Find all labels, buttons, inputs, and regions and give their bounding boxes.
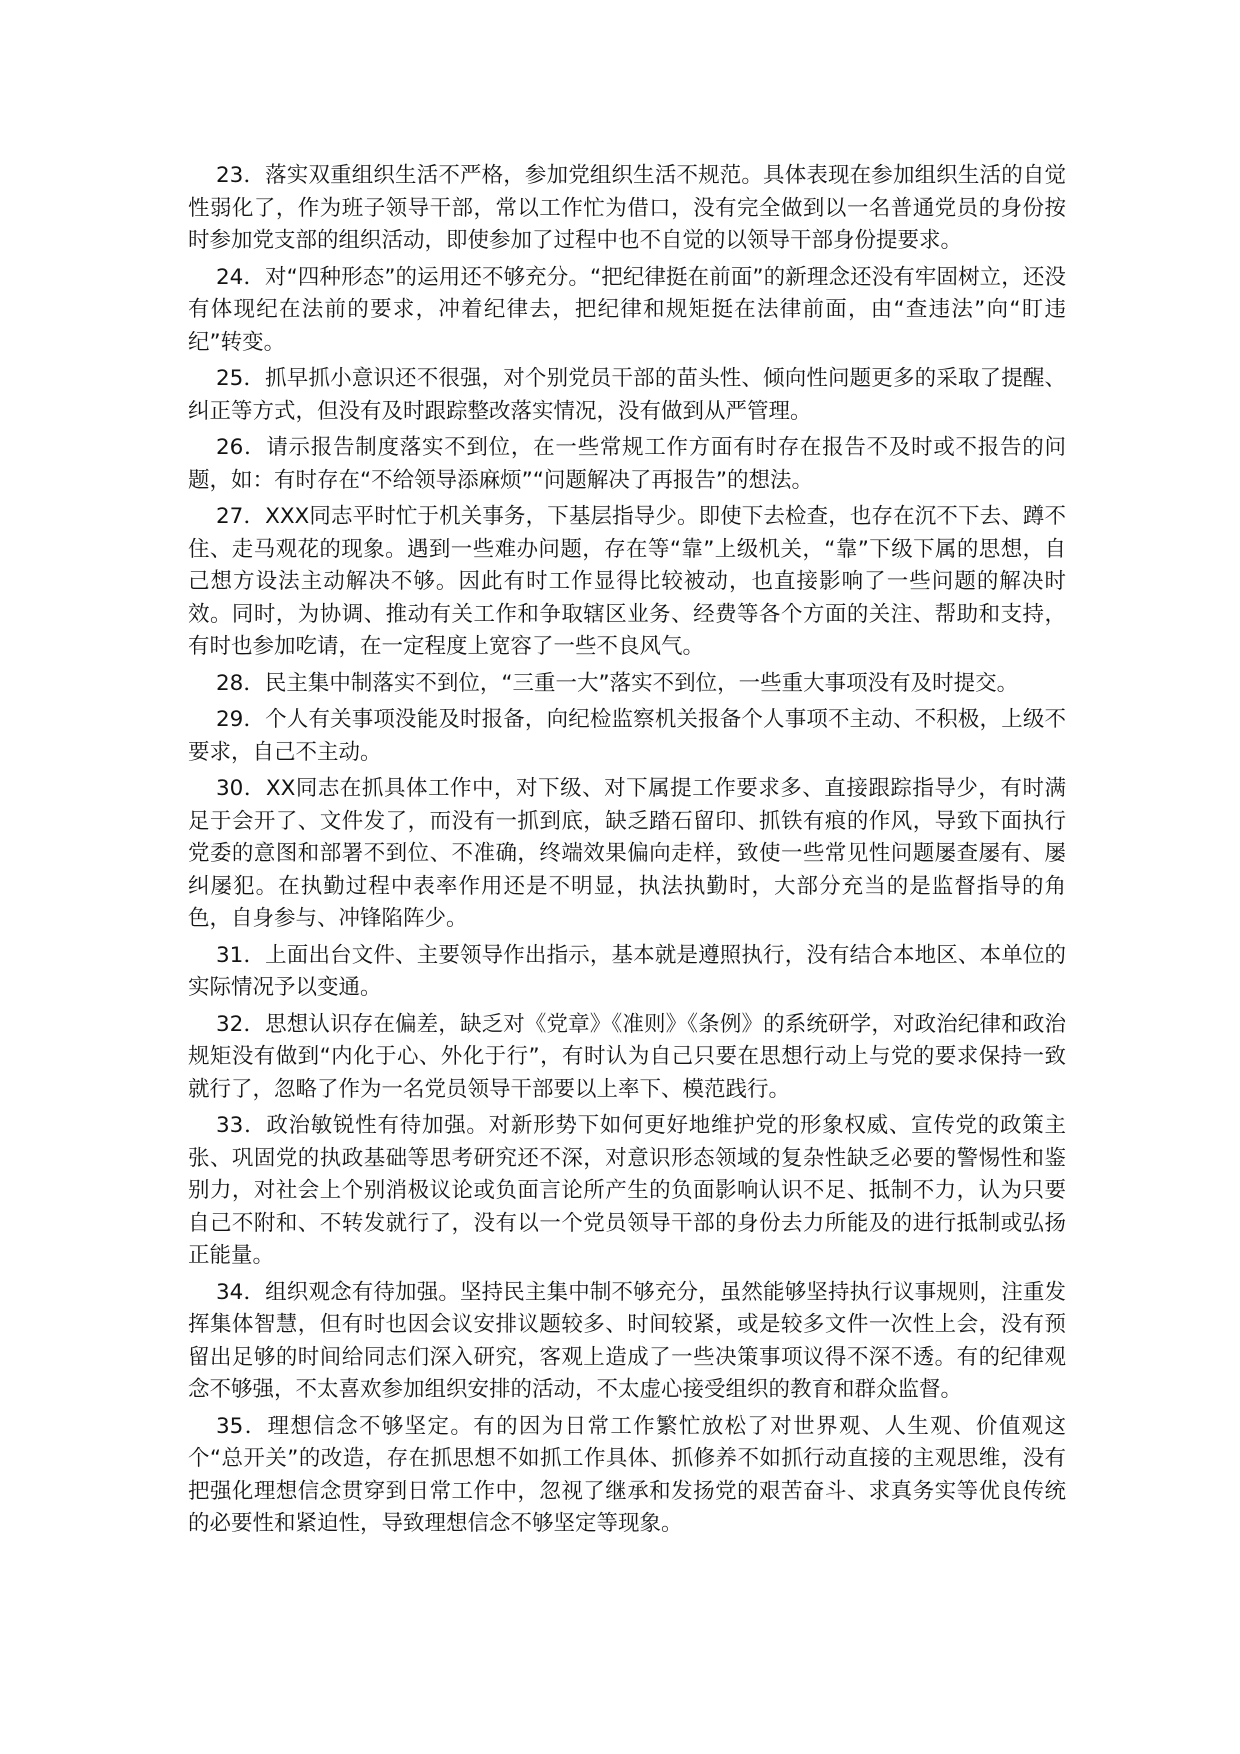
paragraph-29: 29．个人有关事项没能及时报备，向纪检监察机关报备个人事项不主动、不积极，上级不要求，自己不主动。 (188, 707, 1066, 765)
paragraph-33: 33．政治敏锐性有待加强。对新形势下如何更好地维护党的形象权威、宣传党的政策主张、巩固党的执政基础等思考研究还不深，对意识形态领域的复杂性缺乏必要的警惕性和鉴别力，对社会上个别消极议论或负面言论所产生的负面影响认识不足、抵制不力，认为只要自己不附和、不转发就行了，没有以一个党员领导干部的身份去力所能及的进行抵制或弘扬正能量。 (188, 1113, 1066, 1268)
paragraph-23: 23．落实双重组织生活不严格，参加党组织生活不规范。具体表现在参加组织生活的自觉性弱化了，作为班子领导干部，常以工作忙为借口，没有完全做到以一名普通党员的身份按时参加党支部的组织活动，即使参加了过程中也不自觉的以领导干部身份提要求。 (188, 163, 1066, 253)
paragraph-35: 35．理想信念不够坚定。有的因为日常工作繁忙放松了对世界观、人生观、价值观这个“总开关”的改造，存在抓思想不如抓工作具体、抓修养不如抓行动直接的主观思维，没有把强化理想信念贯穿到日常工作中，忽视了继承和发扬党的艰苦奋斗、求真务实等优良传统的必要性和紧迫性，导致理想信念不够坚定等现象。 (188, 1413, 1066, 1536)
paragraph-26: 26．请示报告制度落实不到位，在一些常规工作方面有时存在报告不及时或不报告的问题，如：有时存在“不给领导添麻烦”“问题解决了再报告”的想法。 (188, 435, 1066, 493)
paragraph-27: 27．XXX同志平时忙于机关事务，下基层指导少。即使下去检查，也存在沉不下去、蹲不住、走马观花的现象。遇到一些难办问题，存在等“靠”上级机关，“靠”下级下属的思想，自己想方设法主动解决不够。因此有时工作显得比较被动，也直接影响了一些问题的解决时效。同时，为协调、推动有关工作和争取辖区业务、经费等各个方面的关注、帮助和支持，有时也参加吃请，在一定程度上宽容了一些不良风气。 (188, 504, 1066, 659)
paragraph-32: 32．思想认识存在偏差，缺乏对《党章》《准则》《条例》的系统研学，对政治纪律和政治规矩没有做到“内化于心、外化于行”，有时认为自己只要在思想行动上与党的要求保持一致就行了，忽略了作为一名党员领导干部要以上率下、模范践行。 (188, 1011, 1066, 1102)
paragraph-25: 25．抓早抓小意识还不很强，对个别党员干部的苗头性、倾向性问题更多的采取了提醒、纠正等方式，但没有及时跟踪整改落实情况，没有做到从严管理。 (188, 366, 1066, 424)
paragraph-34: 34．组织观念有待加强。坚持民主集中制不够充分，虽然能够坚持执行议事规则，注重发挥集体智慧，但有时也因会议安排议题较多、时间较紧，或是较多文件一次性上会，没有预留出足够的时间给同志们深入研究，客观上造成了一些决策事项议得不深不透。有的纪律观念不够强，不太喜欢参加组织安排的活动，不太虚心接受组织的教育和群众监督。 (188, 1279, 1066, 1402)
document-body (188, 160, 1066, 1545)
paragraph-24: 24．对“四种形态”的运用还不够充分。“把纪律挺在前面”的新理念还没有牢固树立，还没有体现纪在法前的要求，冲着纪律去，把纪律和规矩挺在法律前面，由“查违法”向“盯违纪”转变。 (188, 264, 1066, 355)
paragraph-28: 28．民主集中制落实不到位，“三重一大”落实不到位，一些重大事项没有及时提交。 (216, 670, 1019, 696)
paragraph-31: 31．上面出台文件、主要领导作出指示，基本就是遵照执行，没有结合本地区、本单位的实际情况予以变通。 (188, 942, 1066, 1000)
paragraph-30: 30．XX同志在抓具体工作中，对下级、对下属提工作要求多、直接跟踪指导少，有时满足于会开了、文件发了，而没有一抓到底，缺乏踏石留印、抓铁有痕的作风，导致下面执行党委的意图和部署不到位、不准确，终端效果偏向走样，致使一些常见性问题屡查屡有、屡纠屡犯。在执勤过程中表率作用还是不明显，执法执勤时，大部分充当的是监督指导的角色，自身参与、冲锋陷阵少。 (188, 776, 1066, 931)
